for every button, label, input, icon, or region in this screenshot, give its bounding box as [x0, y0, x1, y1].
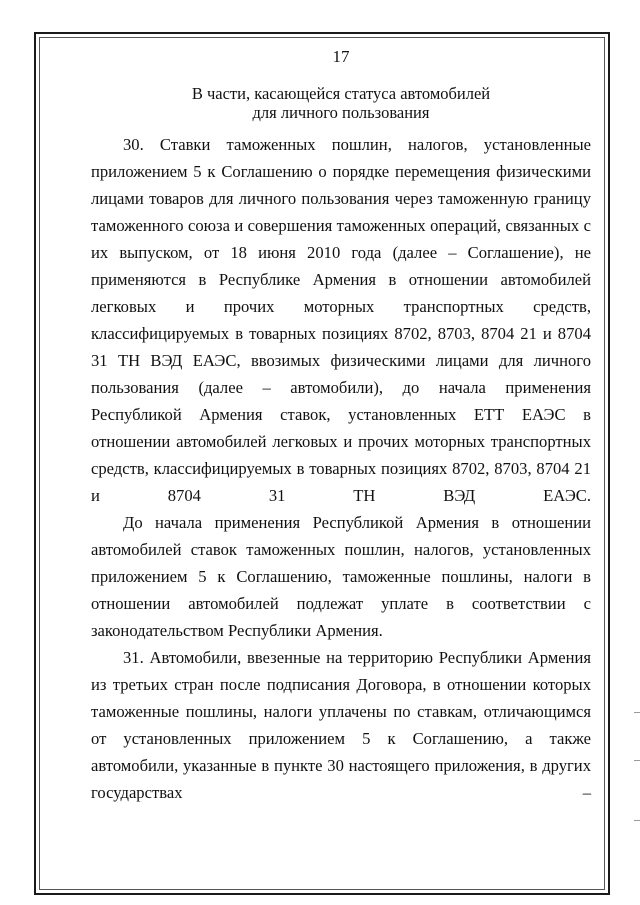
- paragraph-31: 31. Автомобили, ввезенные на территорию Республики Армения из третьих стран после подписания Договора, в отношении которых таможенные пошлины, налоги уплачены по ставкам, отличающимся от установленных приложением 5 к Соглашению, а также автомобили, указанные в пункте 30 настоящего приложения, в других государствах –: [91, 648, 591, 802]
- paragraph-30-continuation: До начала применения Республикой Армения в отношении автомобилей ставок таможенных пошлин, налогов, установленных приложением 5 к Соглашению, таможенные пошлины, налоги в отношении автомобилей подлежат уплате в соответствии с законодательством Республики Армения.: [91, 513, 591, 640]
- section-heading-line: для личного пользования: [252, 103, 430, 122]
- section-heading: [91, 84, 591, 122]
- section-heading-line: В части, касающейся статуса автомобилей: [191, 84, 491, 103]
- paragraph-30: 30. Ставки таможенных пошлин, налогов, установленные приложением 5 к Соглашению о порядке перемещения физическими лицами товаров для личного пользования через таможенную границу таможенного союза и совершения таможенных операций, связанных с их выпуском, от 18 июня 2010 года (далее – Соглашение), не применяются в Республике Армения в отношении автомобилей легковых и прочих моторных транспортных средств, классифицируемых в товарных позициях 8702, 8703, 8704 21 и 8704 31 ТН ВЭД ЕАЭС, ввозимых физическими лицами для личного пользования (далее – автомобили), до начала применения Республикой Армения ставок, установленных ЕТТ ЕАЭС в отношении автомобилей легковых и прочих моторных транспортных средств, классифицируемых в товарных позициях 8702, 8703, 8704 21 и 8704 31 ТН ВЭД ЕАЭС.: [91, 135, 591, 505]
- scan-artifact-mark: [634, 820, 640, 821]
- scan-artifact-mark: [634, 760, 640, 761]
- scan-artifact-mark: [634, 712, 640, 713]
- document-body: [91, 131, 591, 806]
- page-number: 17: [332, 47, 350, 66]
- document-content: [91, 42, 591, 806]
